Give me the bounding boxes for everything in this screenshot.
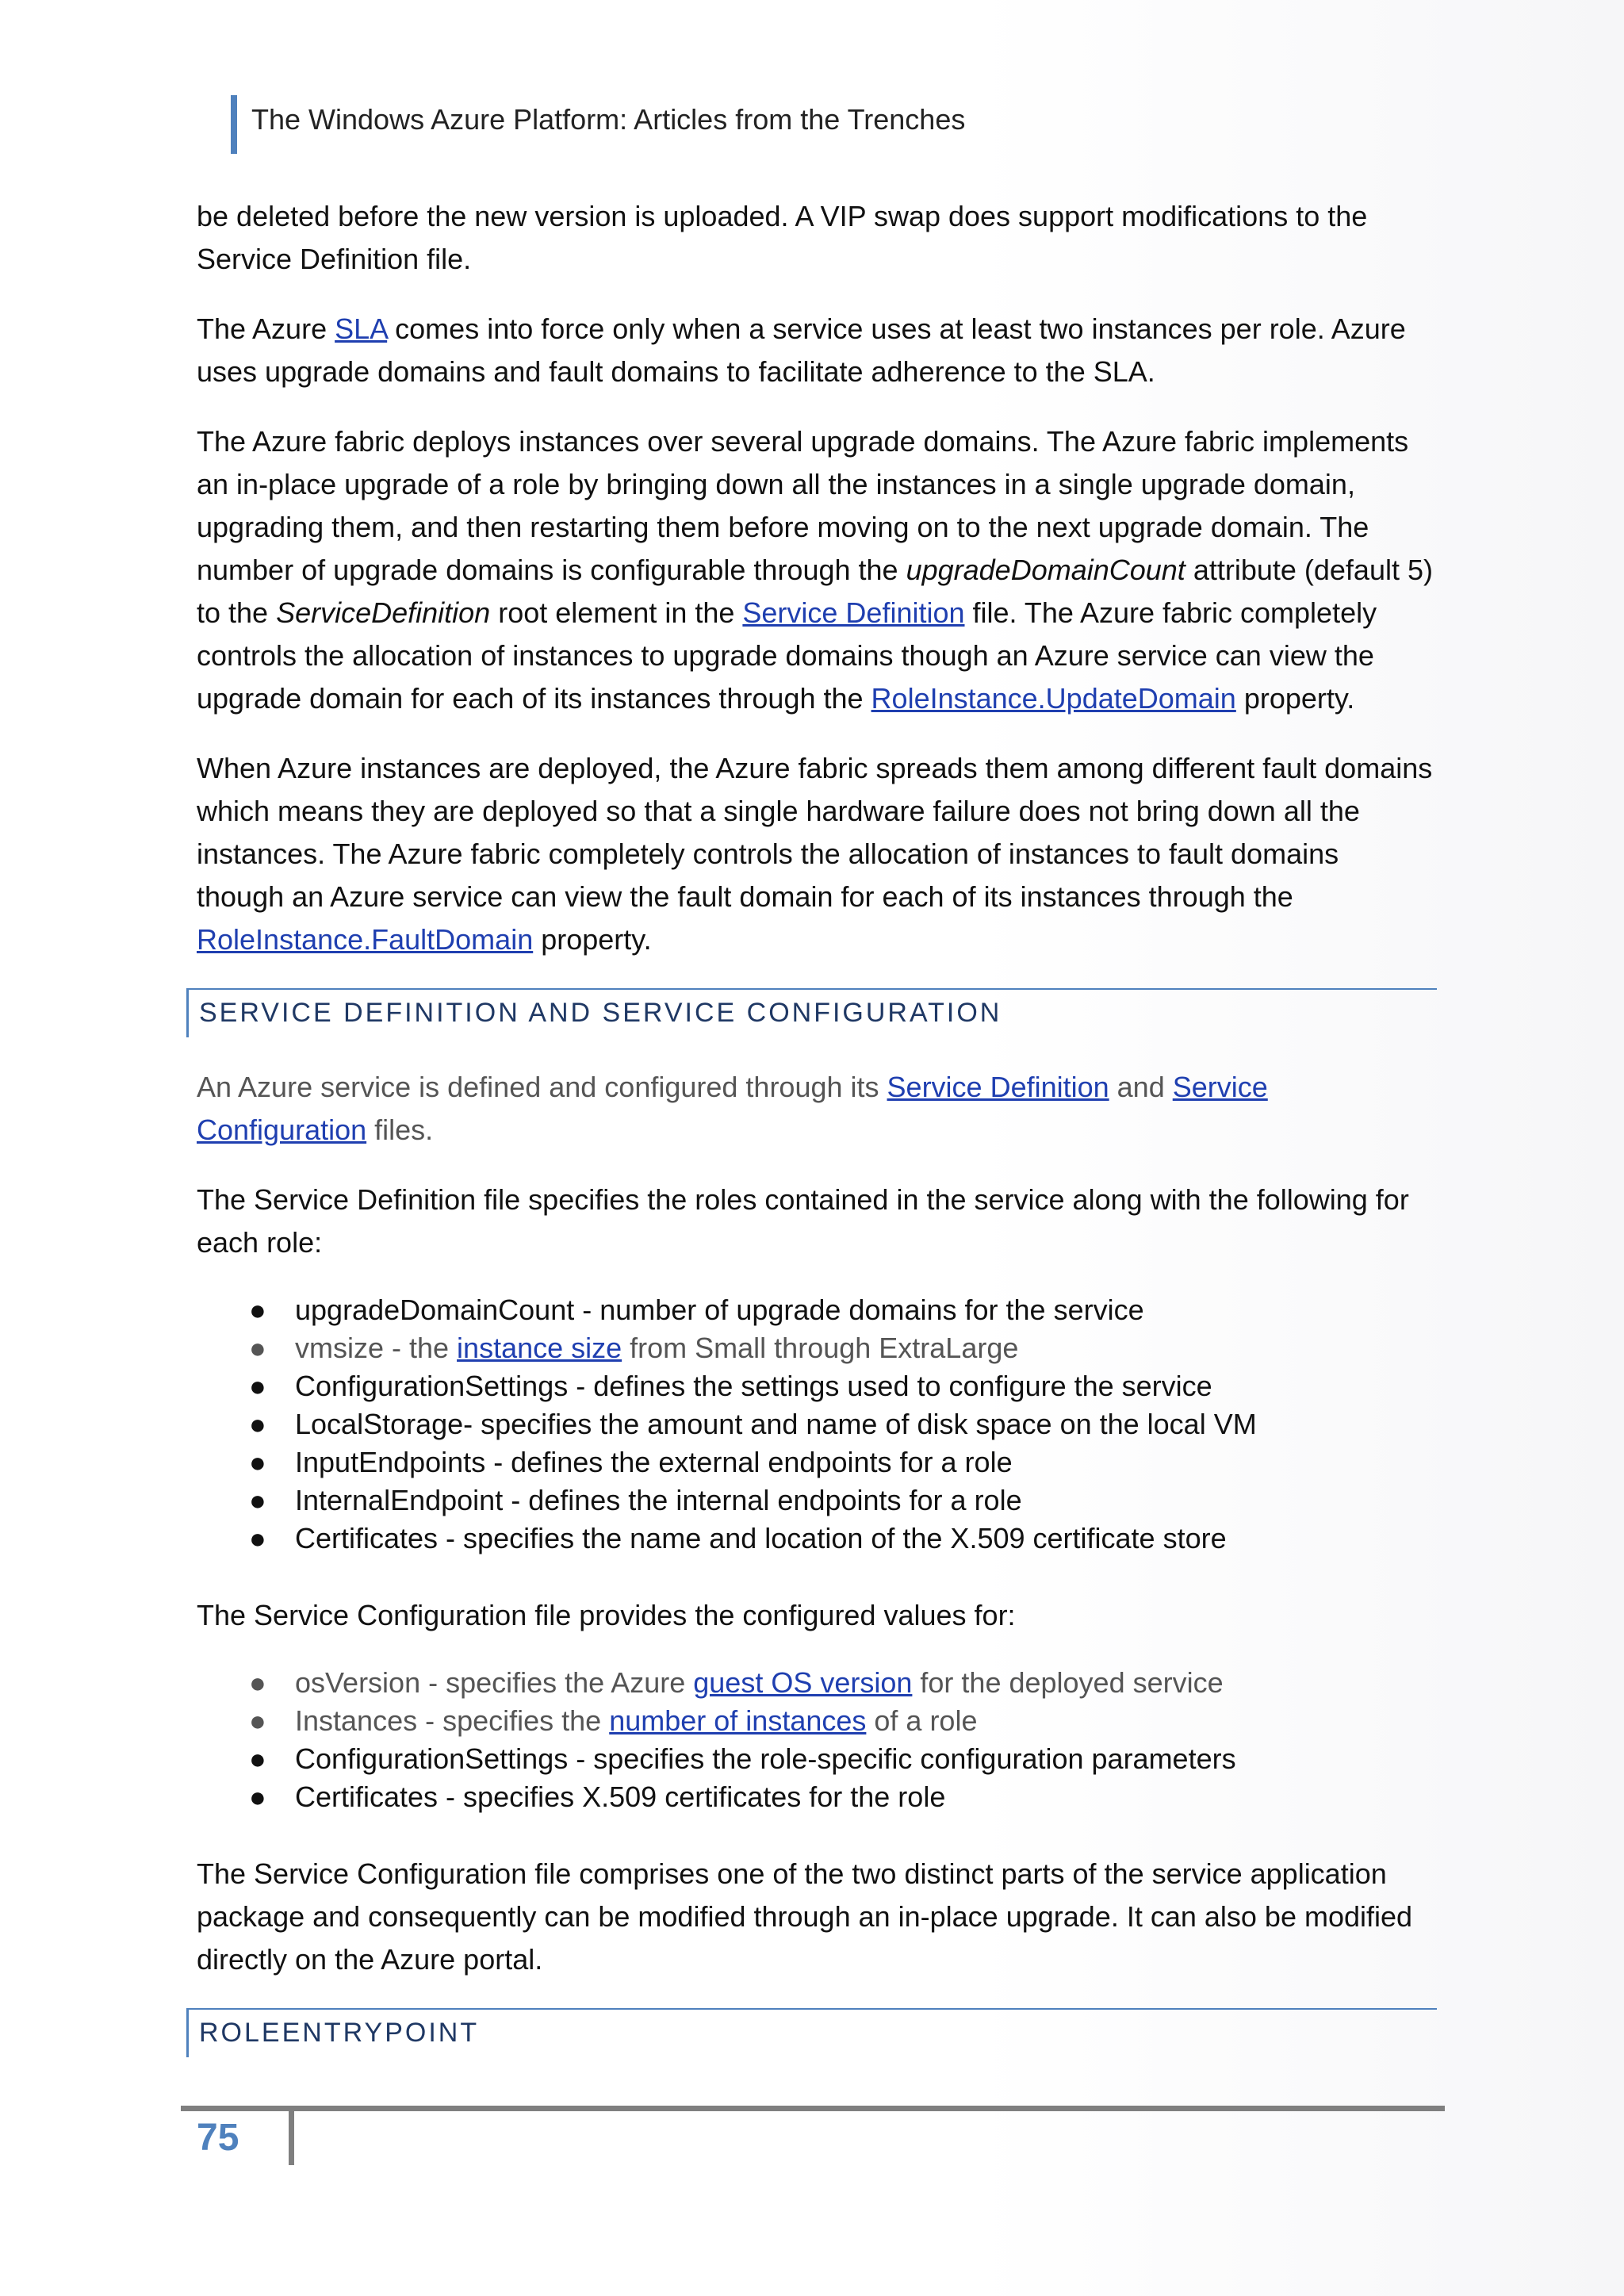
configuration-list [197,1664,1434,1816]
guest-os-version-link[interactable]: guest OS version [693,1666,913,1699]
paragraph-upgrade-domains: The Azure fabric deploys instances over several upgrade domains. The Azure fabric implements an in-place upgrade of a role by bringing down all the instances in a single upgrade domain, upgrading them, and then restarting them before moving on to the next upgrade domain. The number of upgrade domains is configurable through the upgradeDomainCount attribute (default 5) to the ServiceDefinition root element in the Service Definition file. The Azure fabric completely controls the allocation of instances to upgrade domains though an Azure service can view the upgrade domain for each of its instances through the RoleInstance.UpdateDomain property. [197,425,1433,715]
bullet-icon: ● [249,1522,266,1554]
bullet-icon: ● [249,1332,266,1364]
paragraph-service-intro: An Azure service is defined and configured through its Service Definition and Service Configuration files. [197,1071,1268,1146]
page-number: 75 [197,2117,239,2159]
bullet-icon: ● [249,1484,266,1516]
section-heading-text: SERVICE DEFINITION AND SERVICE CONFIGURATION [199,998,1002,1028]
list-item: ● Certificates - specifies the name and location of the X.509 certificate store [197,1520,1434,1558]
section-heading-service-definition [186,988,1434,1037]
list-item: ● vmsize - the instance size from Small through ExtraLarge [197,1329,1434,1367]
list-item: ● InternalEndpoint - defines the internal endpoints for a role [197,1481,1434,1520]
service-configuration-link[interactable]: Service Configuration [197,1071,1268,1146]
instance-size-link[interactable]: instance size [457,1332,622,1364]
list-item: ● Instances - specifies the number of instances of a role [197,1702,1434,1740]
bullet-icon: ● [249,1294,266,1326]
bullet-icon: ● [249,1742,266,1775]
paragraph-vip-swap: be deleted before the new version is uploaded. A VIP swap does support modifications to the Service Definition file. [197,200,1368,275]
section-heading-text: ROLEENTRYPOINT [199,2018,480,2048]
bullet-icon: ● [249,1446,266,1478]
bullet-icon: ● [249,1666,266,1699]
update-domain-link[interactable]: RoleInstance.UpdateDomain [871,682,1236,715]
running-header: The Windows Azure Platform: Articles from the Trenches [251,103,966,136]
paragraph-definition-intro: The Service Definition file specifies the roles contained in the service along with the following for each role: [197,1183,1409,1259]
footer-rule [181,2106,1445,2111]
service-definition-link[interactable]: Service Definition [887,1071,1109,1103]
paragraph-fault-domains: When Azure instances are deployed, the Azure fabric spreads them among different fault domains which means they are deployed so that a single hardware failure does not bring down all the instances. The Azure fabric completely controls the allocation of instances to fault domains though an Azure service can view the fault domain for each of its instances through the RoleInstance.FaultDomain property. [197,752,1433,956]
paragraph-configuration-closing: The Service Configuration file comprises one of the two distinct parts of the service application package and consequently can be modified through an in-place upgrade. It can also be modified directly on the Azure portal. [197,1857,1413,1976]
bullet-icon: ● [249,1370,266,1402]
header-accent-bar [231,95,237,154]
footer-divider [289,2111,294,2165]
paragraph-sla: The Azure SLA comes into force only when a service uses at least two instances per role. Azure uses upgrade domains and fault domains to facilitate adherence to the SLA. [197,312,1406,388]
page-body [197,195,1434,2086]
bullet-icon: ● [249,1780,266,1813]
list-item: ● ConfigurationSettings - defines the settings used to configure the service [197,1367,1434,1405]
paragraph-configuration-intro: The Service Configuration file provides the configured values for: [197,1599,1016,1631]
list-item: ● osVersion - specifies the Azure guest OS version for the deployed service [197,1664,1434,1702]
list-item: ● LocalStorage- specifies the amount and name of disk space on the local VM [197,1405,1434,1443]
sla-link[interactable]: SLA [335,312,388,345]
bullet-icon: ● [249,1408,266,1440]
definition-list [197,1291,1434,1558]
list-item: ● Certificates - specifies X.509 certificates for the role [197,1778,1434,1816]
number-of-instances-link[interactable]: number of instances [609,1704,867,1737]
list-item: ● upgradeDomainCount - number of upgrade domains for the service [197,1291,1434,1329]
service-definition-link[interactable]: Service Definition [742,596,965,629]
list-item: ● InputEndpoints - defines the external endpoints for a role [197,1443,1434,1481]
section-heading-roleentrypoint [186,2008,1434,2057]
fault-domain-link[interactable]: RoleInstance.FaultDomain [197,923,534,956]
bullet-icon: ● [249,1704,266,1737]
list-item: ● ConfigurationSettings - specifies the role-specific configuration parameters [197,1740,1434,1778]
